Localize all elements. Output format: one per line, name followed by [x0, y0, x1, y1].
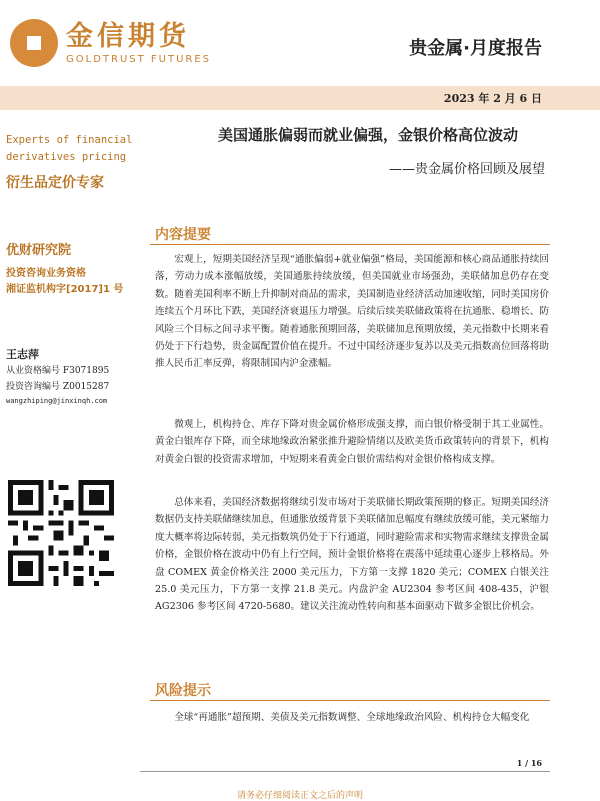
- page-number: 1 / 16: [516, 758, 542, 768]
- brand-name-en: GOLDTRUST FUTURES: [66, 53, 212, 65]
- tagline-en-line-2: derivatives pricing: [6, 151, 127, 163]
- brand-name-cn: 金信期货: [66, 20, 190, 52]
- summary-divider: [150, 244, 550, 245]
- institute-name: 优财研究院: [6, 243, 72, 258]
- sidebar-tagline-en: [6, 132, 132, 166]
- qualification-line-1: 投资咨询业务资格: [6, 268, 86, 279]
- coin-logo-icon: [10, 19, 58, 67]
- report-type: 贵金属·月度报告: [409, 38, 542, 59]
- analyst-email: wangzhiping@jinxinqh.com: [6, 397, 108, 405]
- report-subtitle: ——贵金属价格回顾及展望: [388, 162, 545, 177]
- report-date: 2023 年 2 月 6 日: [443, 92, 542, 105]
- qualification-line-2: 湘证监机构字[2017]1 号: [6, 284, 124, 295]
- license-number-2: 投资咨询编号 Z0015287: [6, 382, 110, 392]
- summary-heading: 内容提要: [155, 227, 211, 243]
- risk-heading: 风险提示: [155, 683, 211, 699]
- tagline-en-line-1: Experts of financial: [6, 134, 133, 146]
- report-title: 美国通胀偏弱而就业偏强，金银价格高位波动: [217, 126, 518, 144]
- footer-disclaimer: 请务必仔细阅读正文之后的声明: [236, 791, 363, 801]
- summary-paragraph-outlook: 总体来看，美国经济数据将继续引发市场对于美联储长期政策预期的修正。短期美国经济数据仍支持美联储继续加息，但通胀放缓背景下美联储加息幅度有继续放缓可能，美元紧缩力度大概率将边际转弱，美元指数筑仍处于下行通道，同时避险需求和实物需求继续支撑贵金属价格，金银价格在波动中仍有上行空间，预计金银价格将在震荡中延续重心逐步上移格局。外盘 COMEX 黄金价格关注 2000 美元压力，下方第一支撑 1820 美元；COMEX 白银关注 25.0 美元压力，下方第一支撑 21.8 美元。内盘沪金 AU2304 参考区间 408-435，沪银 AG2306 参考区间 4720-5680。建议关注流动性转向和基本面驱动下做多金银比价机会。: [155, 497, 549, 613]
- company-logo: [10, 12, 215, 74]
- analyst-name: 王志萍: [6, 348, 39, 361]
- qr-code-icon: [8, 480, 114, 586]
- footer-divider: [140, 771, 550, 772]
- risk-divider: [150, 700, 550, 701]
- summary-paragraph-micro: 微观上，机构持仓、库存下降对贵金属价格形成强支撑，而白银价格受制于其工业属性。黄金白银库存下降，而全球地缘政治紧张推升避险情绪以及欧美货币政策转向的背景下，机构对黄金白银的投资需求增加，中短期来看黄金白银价需结构对金银价格构成支撑。: [155, 419, 549, 465]
- license-number-1: 从业资格编号 F3071895: [6, 366, 110, 376]
- sidebar-tagline-cn: 衍生品定价专家: [6, 175, 104, 191]
- risk-text: 全球“再通胀”超预期、美债及美元指数调整、全球地缘政治风险、机构持仓大幅变化: [174, 712, 530, 723]
- summary-paragraph-macro: 宏观上，短期美国经济呈现“通胀偏弱+就业偏强”格局，美国能源和核心商品通胀持续回落，劳动力成本涨幅放缓，美国通胀持续放缓，但美国就业市场强劲，美联储加息仍存在变数。随着美国利率不断上升抑制对商品的需求，美国制造业经济活动加速收缩，同时美国房价连续五个月环比下跌，美国经济衰退压力增强。后续后续美联储政策将在抗通胀、稳增长、防风险三个目标之间寻求平衡。随着通胀预期回落，美联储加息预期放缓，美元指数中长期来看仍处于下行趋势，贵金属配置价值在提升。不过中国经济逐步复苏以及美元指数高位回落将助推人民币汇率反弹，将限制国内沪金涨幅。: [155, 254, 549, 370]
